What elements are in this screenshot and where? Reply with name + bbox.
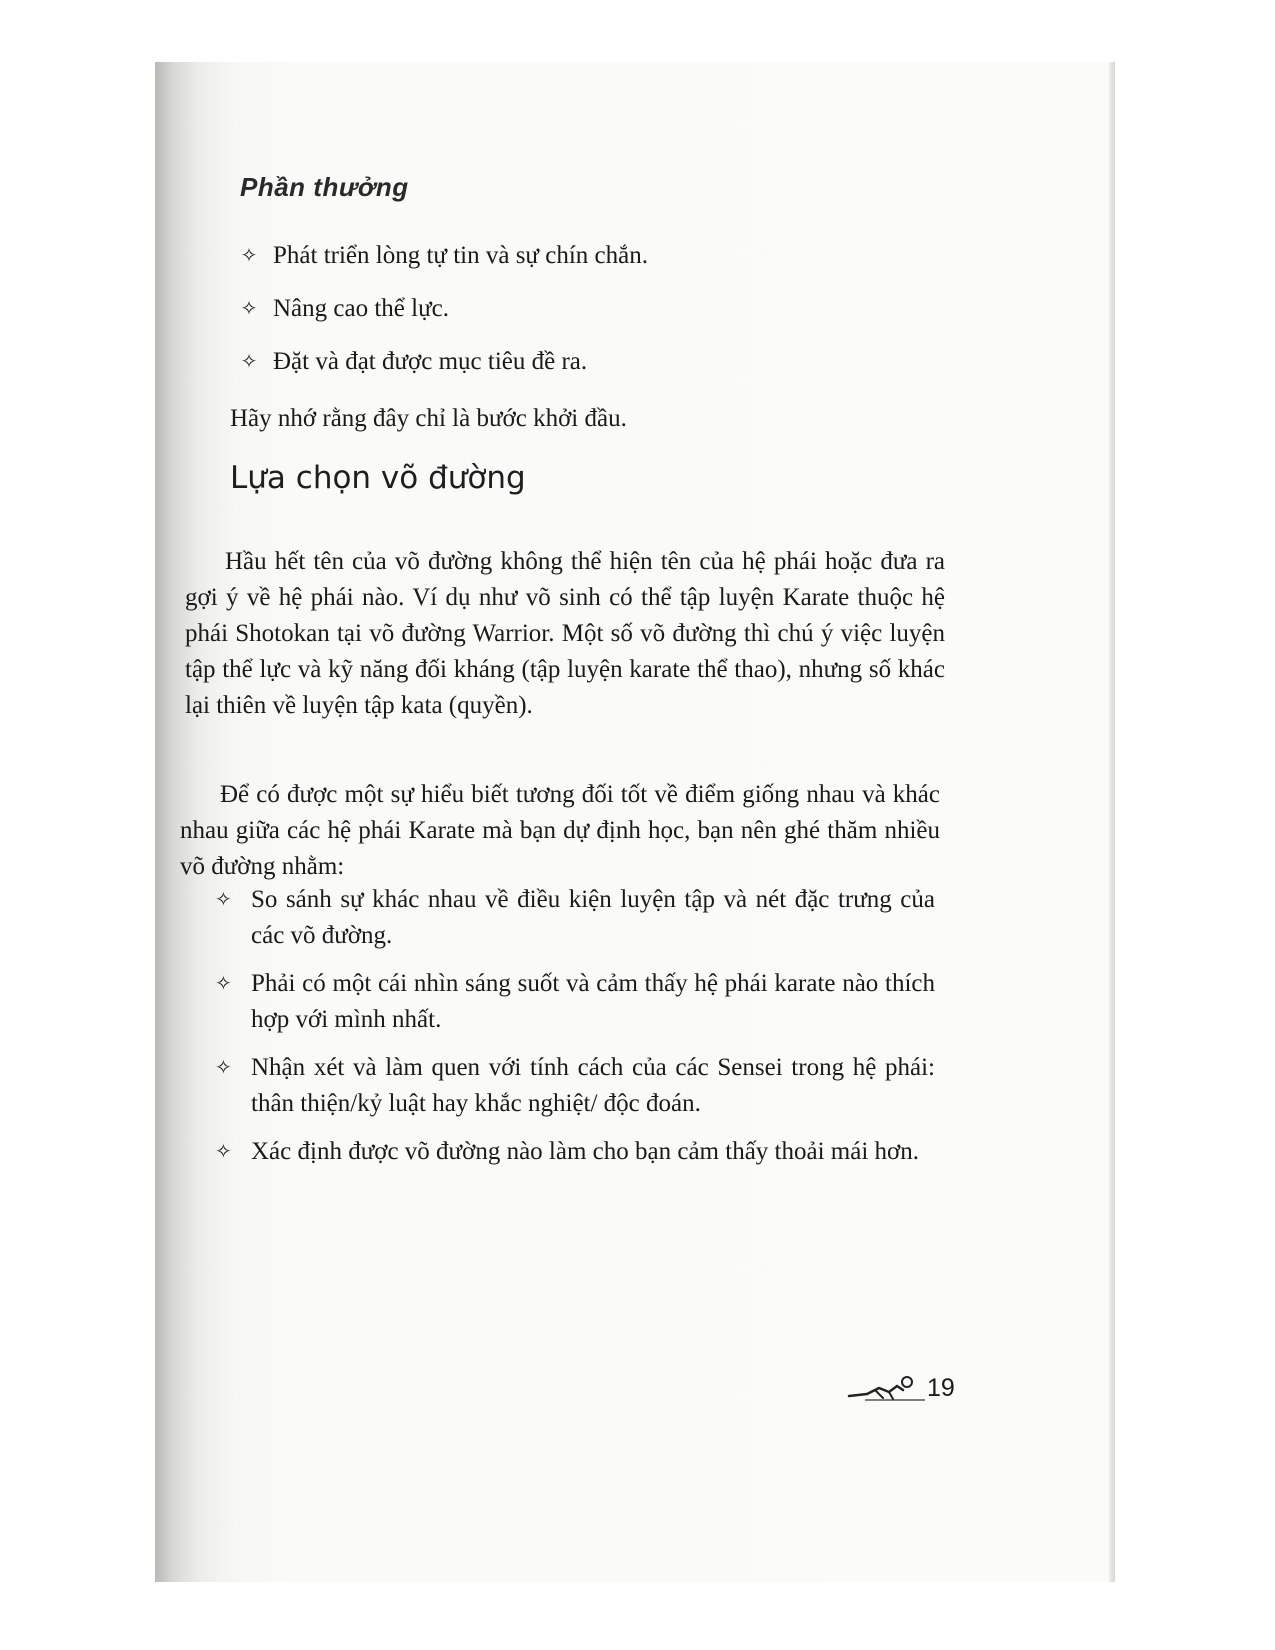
bullet-icon: ✧: [240, 351, 258, 373]
rewards-list: [237, 237, 1017, 396]
book-page: [155, 62, 1115, 1582]
list-item-text: Xác định được võ đường nào làm cho bạn cảm thấy thoải mái hơn.: [251, 1138, 919, 1165]
reminder-text: Hãy nhớ rằng đây chỉ là bước khởi đầu.: [230, 405, 627, 432]
list-item: [215, 1134, 935, 1170]
list-item-text: Nâng cao thể lực.: [273, 295, 449, 322]
paragraph-2: Để có được một sự hiểu biết tương đối tốt về điểm giống nhau và khác nhau giữa các hệ phái Karate mà bạn dự định học, bạn nên ghé thăm nhiều võ đường nhằm:: [180, 781, 940, 880]
section-heading: Lựa chọn võ đường: [230, 460, 526, 496]
purposes-list: [215, 882, 935, 1182]
bullet-icon: ✧: [240, 245, 258, 267]
bullet-icon: ✧: [215, 1057, 232, 1079]
list-item-text: So sánh sự khác nhau về điều kiện luyện tập và nét đặc trưng của các võ đường.: [251, 886, 935, 949]
page-number: 19: [927, 1374, 955, 1402]
list-item: [215, 882, 935, 954]
section-label: Phần thưởng: [240, 172, 409, 202]
list-item: [237, 343, 1017, 381]
bullet-icon: ✧: [215, 889, 232, 911]
list-item-text: Đặt và đạt được mục tiêu đề ra.: [273, 348, 588, 375]
list-item-text: Nhận xét và làm quen với tính cách của các Sensei trong hệ phái: thân thiện/kỷ luật hay khắc nghiệt/ độc đoán.: [251, 1054, 935, 1117]
list-item: [237, 290, 1017, 328]
bullet-icon: ✧: [215, 1141, 232, 1163]
list-item: [237, 237, 1017, 275]
paragraph-1: Hầu hết tên của võ đường không thể hiện tên của hệ phái hoặc đưa ra gợi ý về hệ phái nào. Ví dụ như võ sinh có thể tập luyện Karate thuộc hệ phái Shotokan tại võ đường Warrior. Một số võ đường thì chú ý việc luyện tập thể lực và kỹ năng đối kháng (tập luyện karate thể thao), nhưng số khác lại thiên về luyện tập kata (quyền).: [185, 548, 945, 719]
page-footer: [845, 1372, 955, 1402]
list-item-text: Phải có một cái nhìn sáng suốt và cảm thấy hệ phái karate nào thích hợp với mình nhất.: [251, 970, 935, 1033]
bullet-icon: ✧: [215, 973, 232, 995]
bullet-icon: ✧: [240, 298, 258, 320]
list-item: [215, 1050, 935, 1122]
list-item-text: Phát triển lòng tự tin và sự chín chắn.: [273, 242, 648, 269]
list-item: [215, 966, 935, 1038]
karate-kick-icon: [845, 1372, 925, 1402]
